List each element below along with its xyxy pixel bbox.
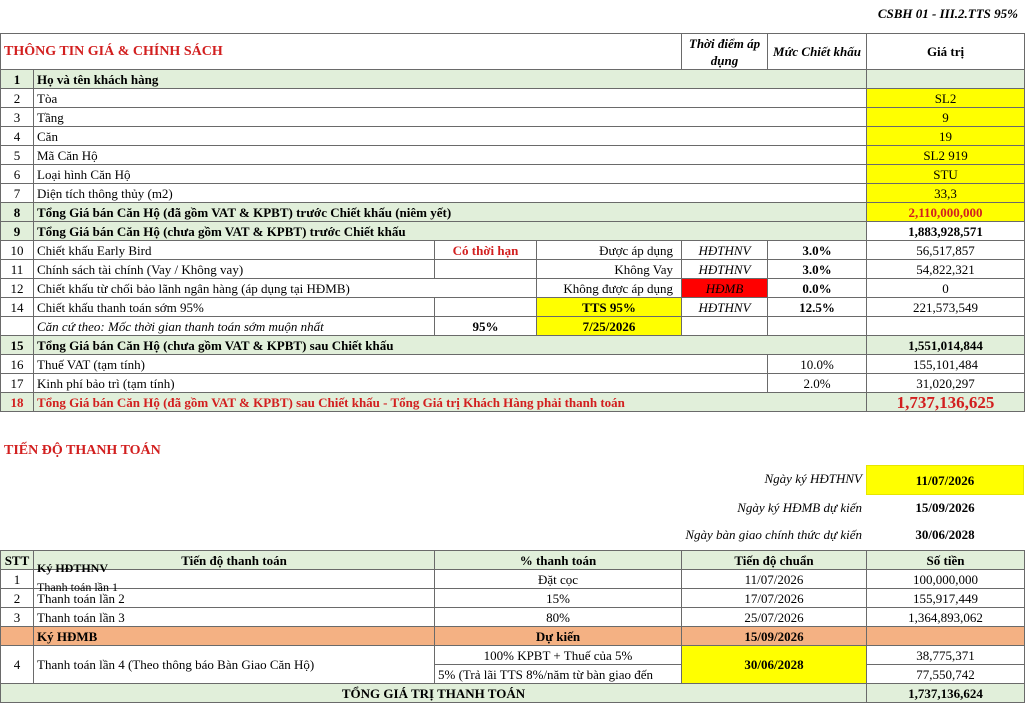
row-stt: 8 (1, 203, 34, 222)
col-header-amount: Số tiền (867, 551, 1025, 570)
installment-2-date: 17/07/2026 (682, 589, 867, 608)
installment-1-title: Ký HĐTHNV (37, 561, 109, 575)
row-stt: 3 (1, 108, 34, 127)
col-header-value: Giá trị (867, 34, 1025, 70)
sale-contract-amount (867, 627, 1025, 646)
vat-value: 155,101,484 (867, 355, 1025, 374)
installment-1-name (34, 561, 435, 594)
finance-policy-pct: 3.0% (768, 260, 867, 279)
col-header-percent: % thanh toán (435, 551, 682, 570)
row-stt: 18 (1, 393, 34, 412)
col-header-standard: Tiến độ chuẩn (682, 551, 867, 570)
early-payment-note (435, 298, 537, 317)
row-stt: 6 (1, 165, 34, 184)
price-before-tax-value: 1,883,928,571 (867, 222, 1025, 241)
bank-guarantee-pct: 0.0% (768, 279, 867, 298)
row-stt: 12 (1, 279, 34, 298)
installment-4-amount-1: 38,775,371 (867, 646, 1025, 665)
row-stt: 2 (1, 589, 34, 608)
customer-name-value[interactable] (867, 70, 1025, 89)
contract-sign-date-value[interactable]: 11/07/2026 (866, 465, 1024, 495)
early-bird-value: 56,517,857 (867, 241, 1025, 260)
col-header-discount: Mức Chiết khấu (768, 34, 867, 70)
early-bird-note: Có thời hạn (435, 241, 537, 260)
total-payment-label: TỔNG GIÁ TRỊ THANH TOÁN (1, 684, 867, 703)
contract-sign-date-label: Ngày ký HĐTHNV (764, 471, 862, 486)
finance-policy-note (435, 260, 537, 279)
area-label: Diện tích thông thủy (m2) (34, 184, 867, 203)
sale-contract-date-row (0, 500, 1024, 520)
maintenance-fee-label: Kinh phí bảo trì (tạm tính) (34, 374, 768, 393)
row-stt: 10 (1, 241, 34, 260)
total-payment-amount: 1,737,136,624 (867, 684, 1025, 703)
floor-value[interactable]: 9 (867, 108, 1025, 127)
sale-contract-date-label: Ngày ký HĐMB dự kiến (737, 500, 862, 515)
installment-3-amount: 1,364,893,062 (867, 608, 1025, 627)
row-stt: 14 (1, 298, 34, 317)
unit-type-label: Loại hình Căn Hộ (34, 165, 867, 184)
price-after-discount-label: Tổng Giá bán Căn Hộ (chưa gồm VAT & KPBT) sau Chiết khấu (34, 336, 867, 355)
col-header-progress: Tiến độ thanh toán (34, 551, 435, 570)
col-header-stt: STT (1, 551, 34, 570)
installment-3-date: 25/07/2026 (682, 608, 867, 627)
row-stt (1, 627, 34, 646)
empty-cell (768, 317, 867, 336)
customer-name-label: Họ và tên khách hàng (34, 70, 867, 89)
early-payment-apply[interactable]: TTS 95% (537, 298, 682, 317)
vat-label: Thuế VAT (tạm tính) (34, 355, 768, 374)
handover-date-label: Ngày bàn giao chính thức dự kiến (685, 527, 862, 542)
bank-guarantee-label: Chiết khấu từ chối bảo lãnh ngân hàng (áp dụng tại HĐMB) (34, 279, 537, 298)
handover-date-value: 30/06/2028 (915, 527, 975, 542)
row-stt: 7 (1, 184, 34, 203)
early-bird-label: Chiết khấu Early Bird (34, 241, 435, 260)
early-payment-value: 221,573,549 (867, 298, 1025, 317)
listed-price-label: Tổng Giá bán Căn Hộ (đã gồm VAT & KPBT) trước Chiết khấu (niêm yết) (34, 203, 867, 222)
early-payment-basis-date[interactable]: 7/25/2026 (537, 317, 682, 336)
payment-schedule-title: TIẾN ĐỘ THANH TOÁN (4, 443, 161, 458)
row-stt: 4 (1, 127, 34, 146)
price-after-discount-value: 1,551,014,844 (867, 336, 1025, 355)
contract-sign-date-row (0, 465, 1024, 495)
row-stt: 15 (1, 336, 34, 355)
tower-label: Tòa (34, 89, 867, 108)
unit-value[interactable]: 19 (867, 127, 1025, 146)
row-stt: 3 (1, 608, 34, 627)
document-reference: CSBH 01 - III.2.TTS 95% (877, 6, 1018, 21)
installment-1-date: 11/07/2026 (682, 570, 867, 589)
finance-policy-code: HĐTHNV (682, 260, 768, 279)
installment-2-amount: 155,917,449 (867, 589, 1025, 608)
installment-4-name: Thanh toán lần 4 (Theo thông báo Bàn Giao Căn Hộ) (34, 646, 435, 684)
unit-code-value[interactable]: SL2 919 (867, 146, 1025, 165)
row-stt: 2 (1, 89, 34, 108)
early-payment-basis-label: Căn cứ theo: Mốc thời gian thanh toán sớm muộn nhất (34, 317, 435, 336)
finance-policy-value: 54,822,321 (867, 260, 1025, 279)
floor-label: Tầng (34, 108, 867, 127)
row-stt: 4 (1, 646, 34, 684)
early-payment-label: Chiết khấu thanh toán sớm 95% (34, 298, 435, 317)
installment-4-date[interactable]: 30/06/2028 (682, 646, 867, 684)
early-payment-code: HĐTHNV (682, 298, 768, 317)
row-stt: 11 (1, 260, 34, 279)
col-header-time: Thời điểm áp dụng (682, 34, 768, 70)
row-stt: 16 (1, 355, 34, 374)
finance-policy-label: Chính sách tài chính (Vay / Không vay) (34, 260, 435, 279)
unit-label: Căn (34, 127, 867, 146)
installment-3-percent: 80% (435, 608, 682, 627)
unit-type-value[interactable]: STU (867, 165, 1025, 184)
payment-schedule-table (0, 550, 1025, 703)
empty-cell (867, 317, 1025, 336)
installment-1-overflow: Thanh toán lần 1 (37, 580, 118, 594)
row-stt: 9 (1, 222, 34, 241)
installment-4-amount-2: 77,550,742 (867, 665, 1025, 684)
installment-1-amount: 100,000,000 (867, 570, 1025, 589)
total-customer-payment-value: 1,737,136,625 (867, 393, 1025, 412)
maintenance-fee-pct: 2.0% (768, 374, 867, 393)
early-bird-pct: 3.0% (768, 241, 867, 260)
unit-code-label: Mã Căn Hộ (34, 146, 867, 165)
tower-value[interactable]: SL2 (867, 89, 1025, 108)
row-stt: 17 (1, 374, 34, 393)
installment-2-name: Thanh toán lần 2 (34, 589, 435, 608)
row-stt: 5 (1, 146, 34, 165)
sale-contract-date: 15/09/2026 (682, 627, 867, 646)
early-payment-basis-pct: 95% (435, 317, 537, 336)
early-bird-apply[interactable]: Được áp dụng (537, 241, 682, 260)
row-stt: 1 (1, 570, 34, 589)
handover-date-row (0, 527, 1024, 547)
early-bird-code: HĐTHNV (682, 241, 768, 260)
price-table (0, 33, 1025, 412)
sale-contract-name: Ký HĐMB (34, 627, 435, 646)
bank-guarantee-code: HĐMB (682, 279, 768, 298)
finance-policy-apply[interactable]: Không Vay (537, 260, 682, 279)
early-payment-pct: 12.5% (768, 298, 867, 317)
installment-4-percent-2: 5% (Trả lãi TTS 8%/năm từ bàn giao đến (435, 665, 682, 684)
installment-3-name: Thanh toán lần 3 (34, 608, 435, 627)
price-section-title: THÔNG TIN GIÁ & CHÍNH SÁCH (1, 34, 682, 70)
installment-1-percent: Đặt cọc (435, 570, 682, 589)
sale-contract-percent: Dự kiến (435, 627, 682, 646)
row-stt: 1 (1, 70, 34, 89)
empty-cell (682, 317, 768, 336)
bank-guarantee-value: 0 (867, 279, 1025, 298)
bank-guarantee-apply[interactable]: Không được áp dụng (537, 279, 682, 298)
total-customer-payment-label: Tổng Giá bán Căn Hộ (đã gồm VAT & KPBT) sau Chiết khấu - Tổng Giá trị Khách Hàng phải thanh toán (34, 393, 867, 412)
maintenance-fee-value: 31,020,297 (867, 374, 1025, 393)
area-value[interactable]: 33,3 (867, 184, 1025, 203)
listed-price-value[interactable]: 2,110,000,000 (867, 203, 1025, 222)
vat-pct: 10.0% (768, 355, 867, 374)
sale-contract-date-value: 15/09/2026 (915, 500, 975, 515)
price-before-tax-label: Tổng Giá bán Căn Hộ (chưa gồm VAT & KPBT) trước Chiết khấu (34, 222, 867, 241)
row-stt (1, 317, 34, 336)
installment-2-percent: 15% (435, 589, 682, 608)
installment-4-percent-1: 100% KPBT + Thuế của 5% (435, 646, 682, 665)
